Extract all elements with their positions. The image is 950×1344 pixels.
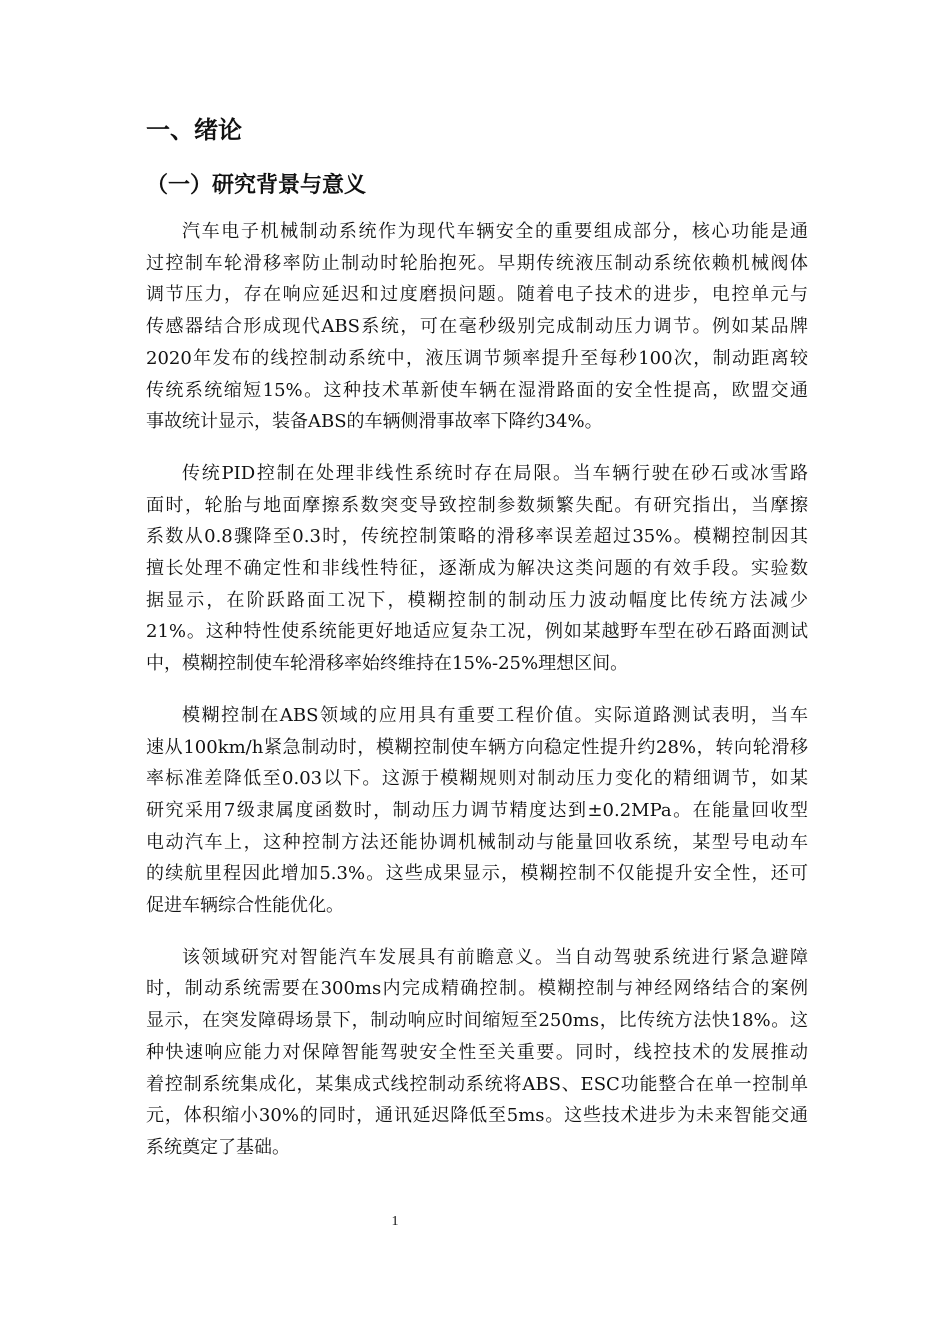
text-line: 汽车电子机械制动系统作为现代车辆安全的重要组成部分，核心功能是通 xyxy=(182,221,808,242)
text-line: 2020年发布的线控制动系统中，液压调节频率提升至每秒100次，制动距离较 xyxy=(146,347,808,369)
text-line: 系数从0.8骤降至0.3时，传统控制策略的滑移率误差超过35%。模糊控制因其 xyxy=(146,526,808,548)
text-line: 调节压力，存在响应延迟和过度磨损问题。随着电子技术的进步，电控单元与 xyxy=(146,284,808,306)
text-line: 速从100km/h紧急制动时，模糊控制使车辆方向稳定性提升约28%，转向轮滑移 xyxy=(146,736,808,758)
text-line: 促进车辆综合性能优化。 xyxy=(146,895,344,917)
section-heading: （一）研究背景与意义 xyxy=(146,173,367,198)
paragraph-4 xyxy=(146,942,808,1164)
text-line: 率标准差降低至0.03以下。这源于模糊规则对制动压力变化的精细调节，如某 xyxy=(146,768,808,790)
paragraph-2 xyxy=(146,458,808,680)
text-line: 显示，在突发障碍场景下，制动响应时间缩短至250ms，比传统方法快18%。这 xyxy=(146,1010,808,1032)
text-line: 该领域研究对智能汽车发展具有前瞻意义。当自动驾驶系统进行紧急避障 xyxy=(182,946,808,968)
text-line: 擅长处理不确定性和非线性特征，逐渐成为解决这类问题的有效手段。实验数 xyxy=(146,558,808,580)
body-text xyxy=(146,216,808,1184)
text-line: 过控制车轮滑移率防止制动时轮胎抱死。早期传统液压制动系统依赖机械阀体 xyxy=(146,252,808,274)
text-line: 据显示，在阶跃路面工况下，模糊控制的制动压力波动幅度比传统方法减少 xyxy=(146,589,808,611)
text-line: 模糊控制在ABS领域的应用具有重要工程价值。实际道路测试表明，当车 xyxy=(182,704,808,726)
text-line: 系统奠定了基础。 xyxy=(146,1136,290,1158)
text-line: 传感器结合形成现代ABS系统，可在毫秒级别完成制动压力调节。例如某品牌 xyxy=(146,316,808,338)
text-line: 着控制系统集成化，某集成式线控制动系统将ABS、ESC功能整合在单一控制单 xyxy=(146,1073,808,1095)
text-line: 传统PID控制在处理非线性系统时存在局限。当车辆行驶在砂石或冰雪路 xyxy=(182,462,808,484)
text-line: 的续航里程因此增加5.3%。这些成果显示，模糊控制不仅能提升安全性，还可 xyxy=(146,863,808,885)
page-number: 1 xyxy=(391,1214,399,1229)
text-line: 元，体积缩小30%的同时，通讯延迟降低至5ms。这些技术进步为未来智能交通 xyxy=(146,1105,808,1127)
text-line: 时，制动系统需要在300ms内完成精确控制。模糊控制与神经网络结合的案例 xyxy=(146,978,808,1000)
text-line: 中，模糊控制使车轮滑移率始终维持在15%-25%理想区间。 xyxy=(146,653,629,675)
text-line: 研究采用7级隶属度函数时，制动压力调节精度达到±0.2MPa。在能量回收型 xyxy=(146,799,808,821)
paragraph-3 xyxy=(146,700,808,922)
text-line: 21%。这种特性使系统能更好地适应复杂工况，例如某越野车型在砂石路面测试 xyxy=(146,621,808,643)
text-line: 事故统计显示，装备ABS的车辆侧滑事故率下降约34%。 xyxy=(146,411,603,433)
text-line: 种快速响应能力对保障智能驾驶安全性至关重要。同时，线控技术的发展推动 xyxy=(146,1041,808,1063)
text-line: 面时，轮胎与地面摩擦系数突变导致控制参数频繁失配。有研究指出，当摩擦 xyxy=(146,494,808,516)
chapter-heading: 一、绪论 xyxy=(146,116,242,144)
paragraph-1 xyxy=(146,216,808,438)
text-line: 电动汽车上，这种控制方法还能协调机械制动与能量回收系统，某型号电动车 xyxy=(146,831,808,853)
text-line: 传统系统缩短15%。这种技术革新使车辆在湿滑路面的安全性提高，欧盟交通 xyxy=(146,379,808,401)
